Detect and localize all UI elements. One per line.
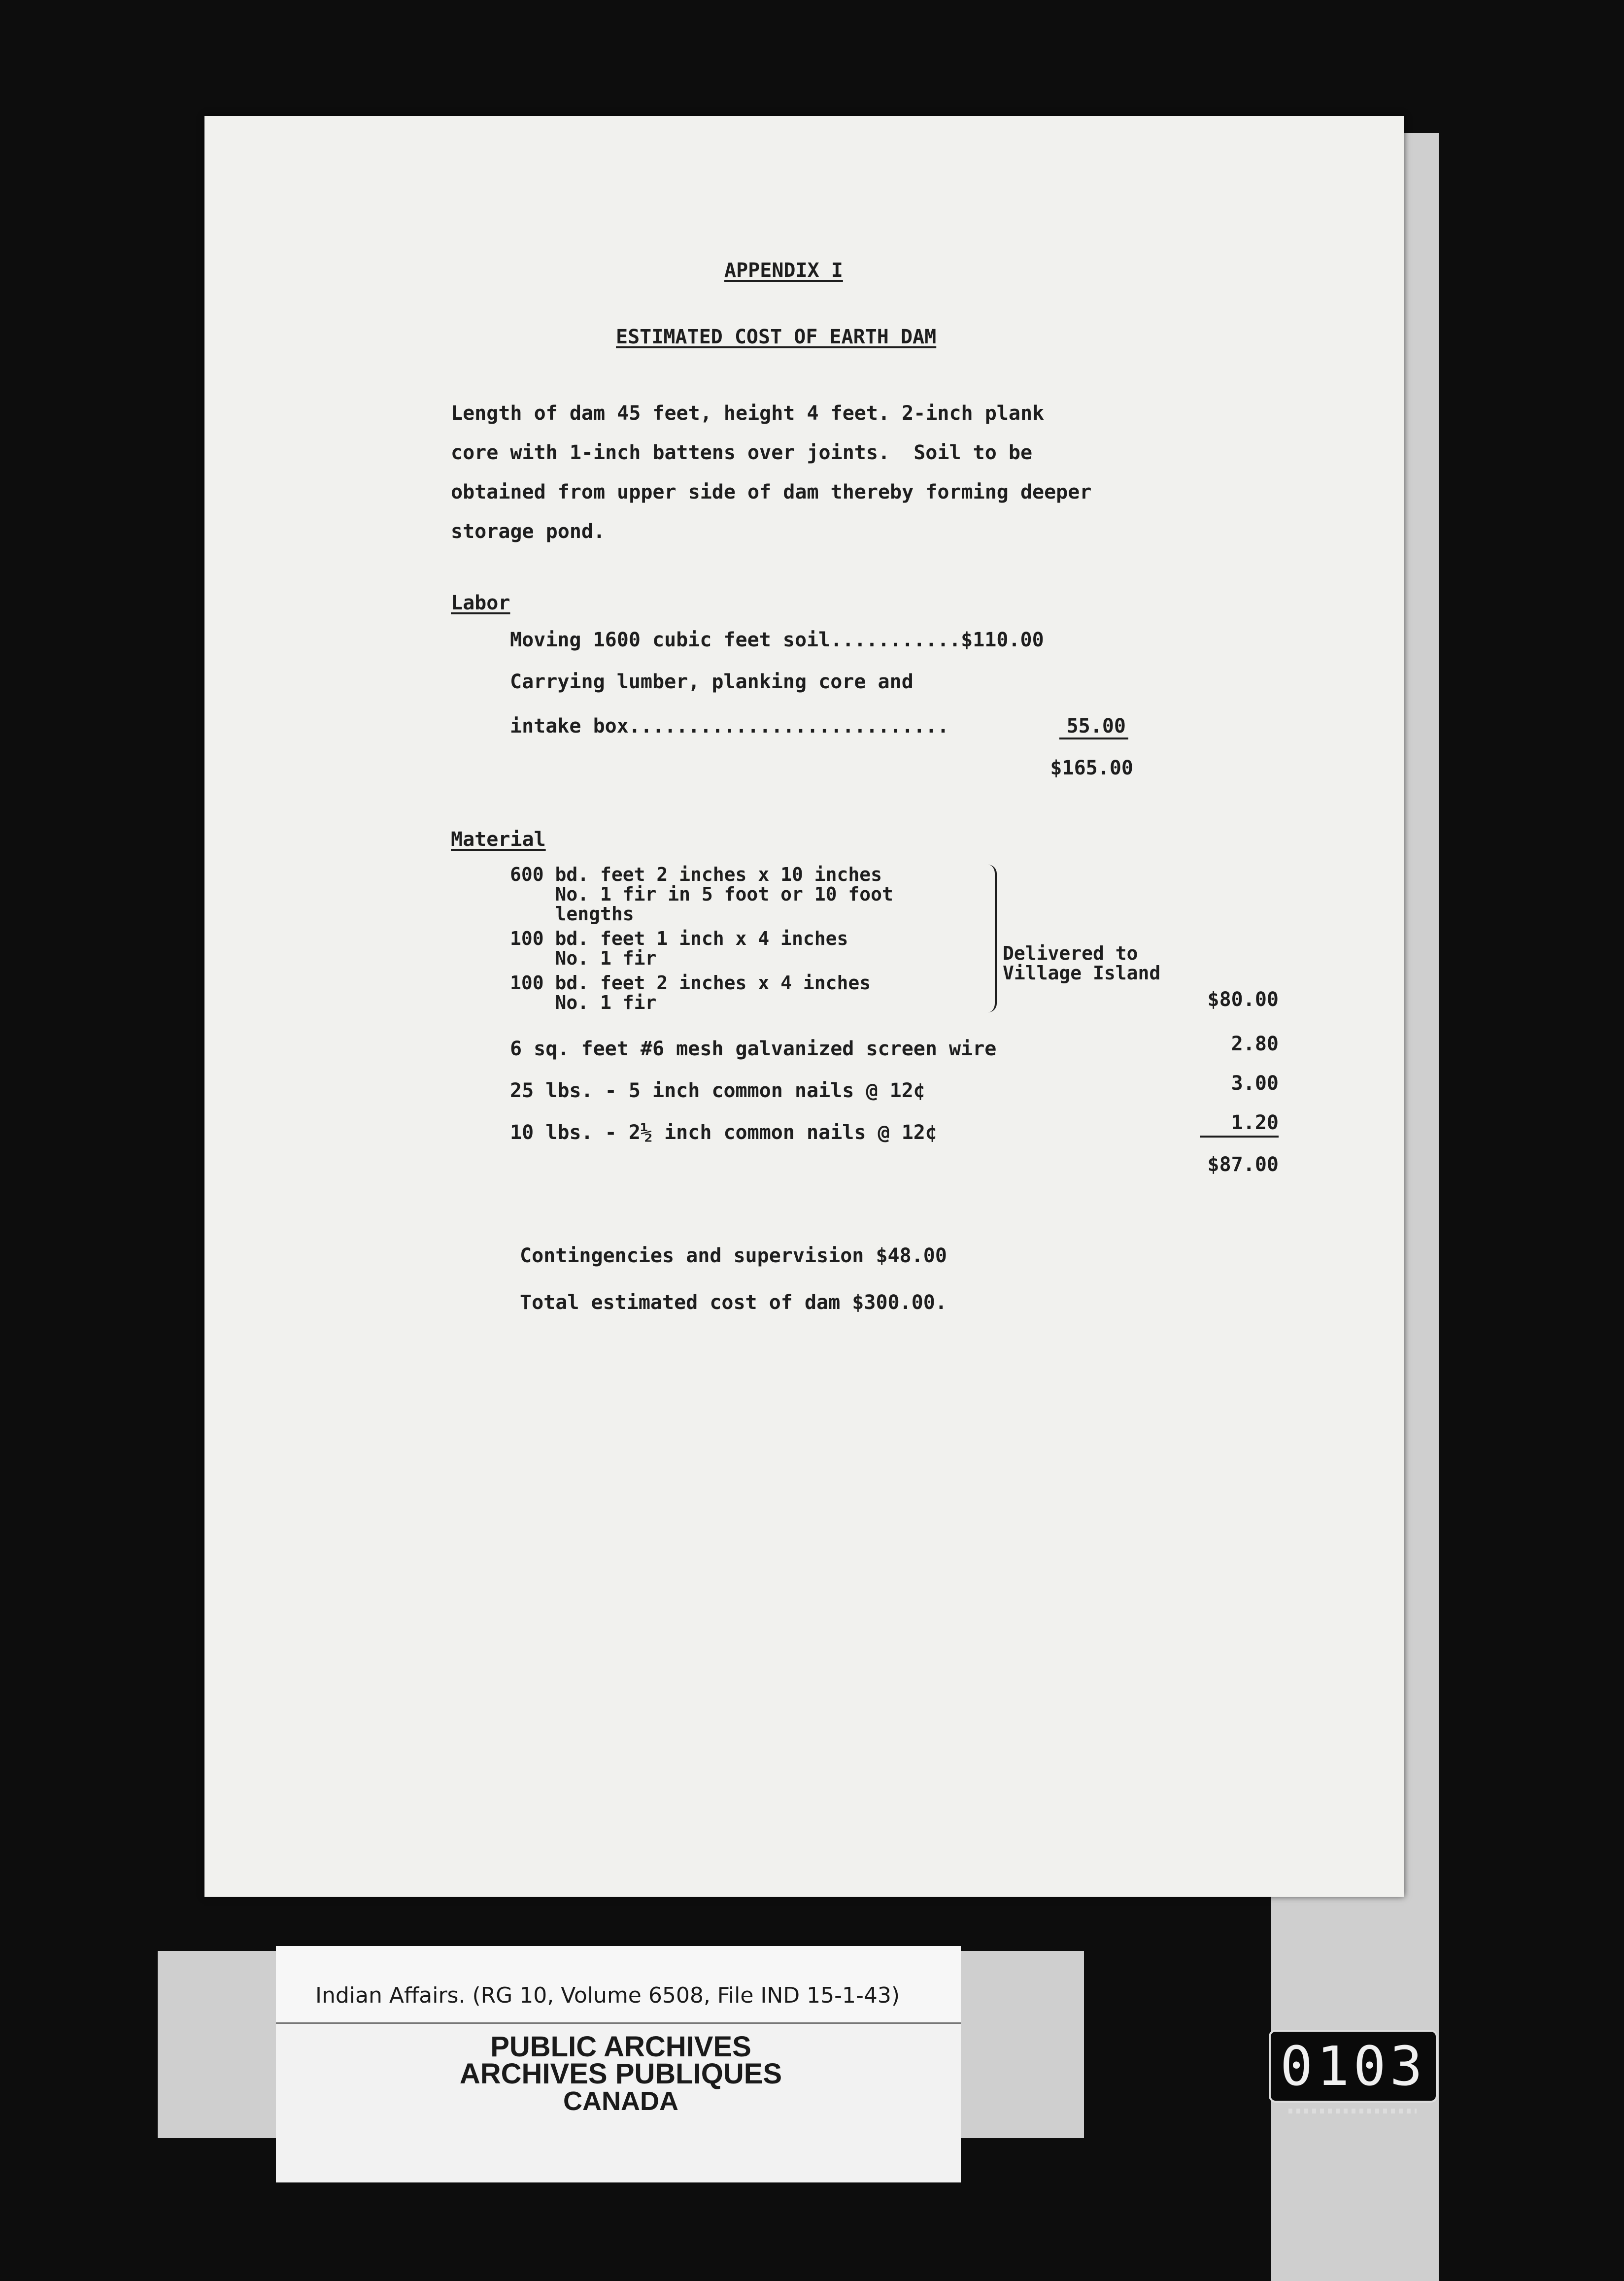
lumber-line-6: 100 bd. feet 2 inches x 4 inches: [510, 972, 871, 994]
material-item-2: 25 lbs. - 5 inch common nails @ 12¢: [510, 1079, 925, 1102]
contingencies-line: Contingencies and supervision $48.00: [520, 1244, 947, 1267]
grand-total-line: Total estimated cost of dam $300.00.: [520, 1291, 947, 1314]
material-item-3: 10 lbs. - 2½ inch common nails @ 12¢: [510, 1121, 937, 1144]
appendix-heading: APPENDIX I: [724, 259, 843, 282]
material-item-3-amount: 1.20: [1231, 1111, 1279, 1134]
intro-line-1: Length of dam 45 feet, height 4 feet. 2-inch plank: [451, 402, 1045, 425]
labor-line-3-amount: 55.00: [1066, 715, 1126, 738]
labor-line-2: Carrying lumber, planking core and: [510, 671, 914, 693]
archive-name-french: ARCHIVES PUBLIQUES: [459, 2058, 782, 2090]
lumber-line-3: lengths: [510, 903, 634, 925]
document-page: [204, 116, 1404, 1897]
frame-counter: 0103: [1269, 2030, 1438, 2103]
archive-name-english: PUBLIC ARCHIVES: [490, 2031, 751, 2063]
lumber-line-4: 100 bd. feet 1 inch x 4 inches: [510, 928, 848, 949]
delivered-note-line-1: Delivered to: [1003, 942, 1138, 964]
labor-subtotal-rule: [1059, 738, 1128, 739]
material-item-1-amount: 2.80: [1231, 1033, 1279, 1055]
material-item-1: 6 sq. feet #6 mesh galvanized screen wire: [510, 1038, 997, 1060]
lumber-line-5: No. 1 fir: [510, 947, 657, 969]
frame-counter-marks: [1288, 2109, 1417, 2113]
archive-country: CANADA: [563, 2086, 678, 2116]
material-total: $87.00: [1207, 1153, 1279, 1176]
material-item-2-amount: 3.00: [1231, 1072, 1279, 1095]
lumber-line-7: No. 1 fir: [510, 992, 657, 1013]
labor-line-1: Moving 1600 cubic feet soil...........$110.00: [510, 629, 1044, 651]
lumber-amount: $80.00: [1207, 988, 1279, 1011]
lumber-line-1: 600 bd. feet 2 inches x 10 inches: [510, 864, 882, 885]
archive-reference: Indian Affairs. (RG 10, Volume 6508, File IND 15-1-43): [315, 1983, 900, 2008]
labor-heading: Labor: [451, 592, 510, 614]
delivered-note-line-2: Village Island: [1003, 962, 1161, 984]
intro-line-2: core with 1-inch battens over joints. Soil to be: [451, 441, 1033, 464]
lumber-line-2: No. 1 fir in 5 foot or 10 foot: [510, 883, 893, 905]
document-title: ESTIMATED COST OF EARTH DAM: [616, 326, 937, 348]
labor-line-3: intake box...........................: [510, 715, 949, 738]
labor-total: $165.00: [1050, 757, 1133, 779]
intro-line-4: storage pond.: [451, 520, 606, 543]
grouping-brace: [988, 865, 997, 1012]
material-subtotal-rule: [1200, 1136, 1279, 1138]
intro-line-3: obtained from upper side of dam thereby forming deeper: [451, 481, 1092, 503]
material-heading: Material: [451, 828, 546, 851]
